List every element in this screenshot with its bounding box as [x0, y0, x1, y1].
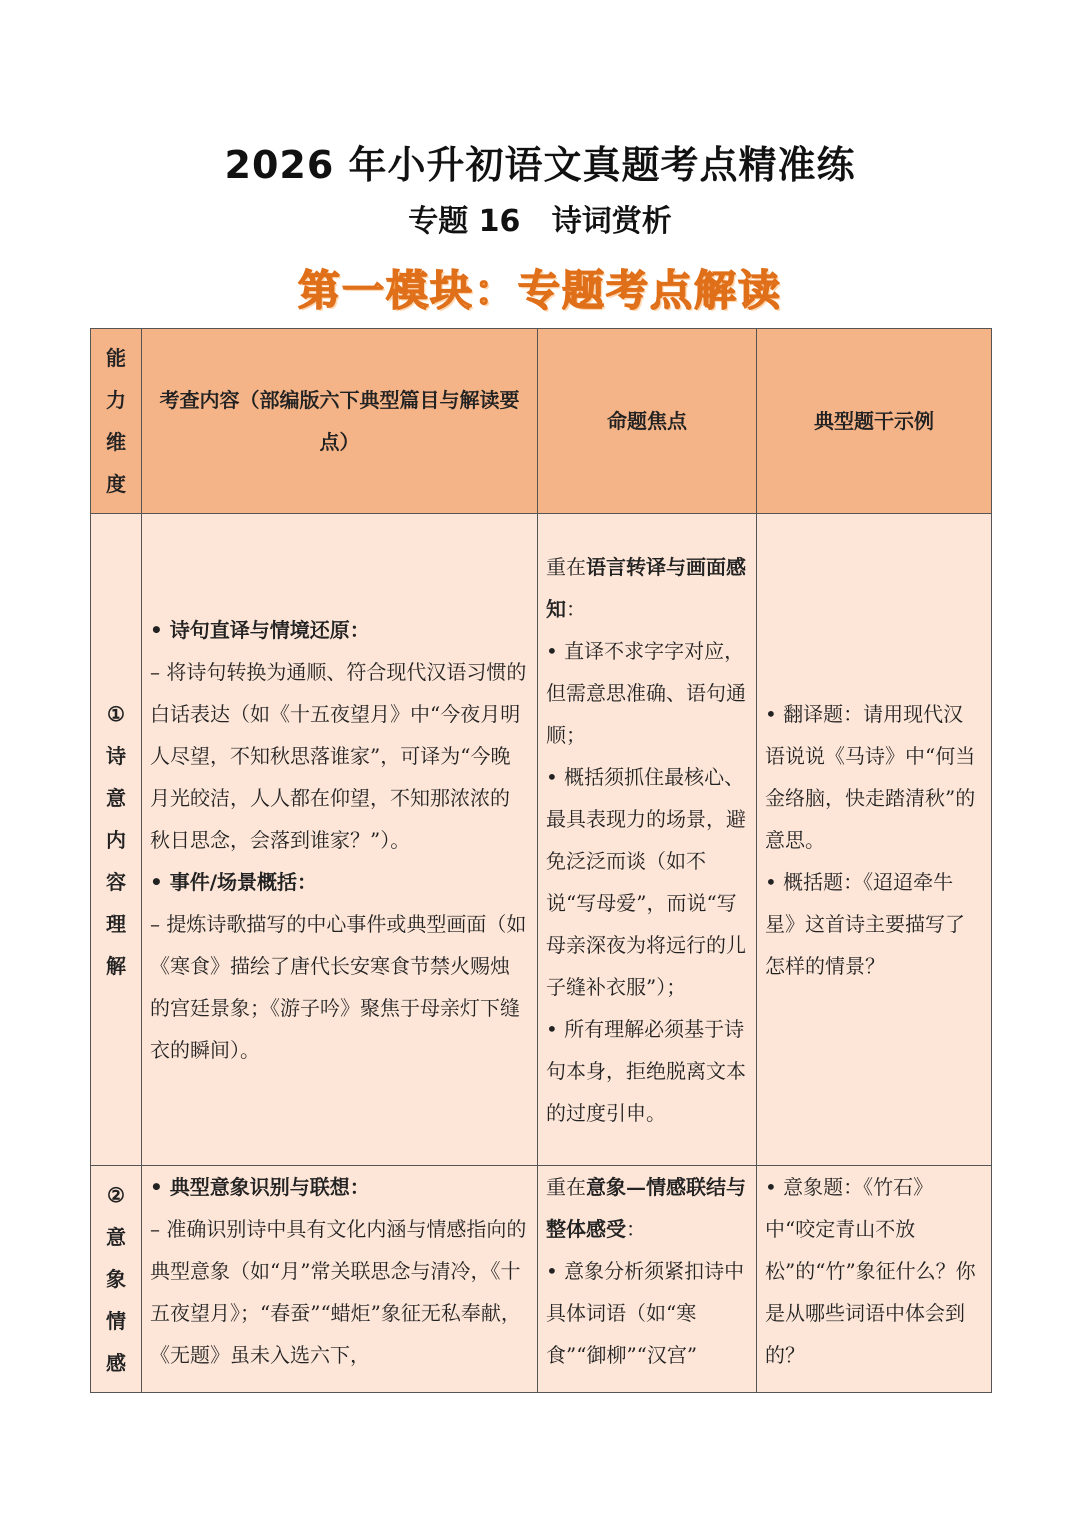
- header-focus: [538, 329, 757, 514]
- header-content-label: 考查内容（部编版六下典型篇目与解读要点）: [159, 388, 520, 454]
- header-content: [142, 329, 538, 514]
- dimension-char: 内: [106, 827, 126, 852]
- document-subtitle: 专题 16 诗词赏析: [408, 204, 672, 239]
- focus-lead: [546, 546, 748, 630]
- example-item: • 意象题：《竹石》中“咬定青山不放松”的“竹”象征什么？你是从哪些词语中体会到的？: [765, 1175, 976, 1367]
- dimension-char: 意: [106, 785, 126, 810]
- header-dimension: [91, 329, 142, 514]
- row1-example: [757, 514, 992, 1166]
- dimension-char: ①: [107, 701, 125, 726]
- header-dimension-char: 维: [106, 430, 126, 454]
- dimension-char: 象: [106, 1267, 126, 1291]
- focus-bullet: • 概括须抓住最核心、最具表现力的场景，避免泛泛而谈（如不说“写母爱”，而说“写母亲深夜为将远行的儿子缝补衣服”）；: [546, 764, 746, 999]
- example-item: • 概括题：《迢迢牵牛星》这首诗主要描写了怎样的情景？: [765, 869, 965, 978]
- focus-lead-end: ：: [566, 596, 586, 621]
- focus-lead-text: 重在: [546, 554, 586, 579]
- content-paragraph: – 提炼诗歌描写的中心事件或典型画面（如《寒食》描绘了唐代长安寒食节禁火赐烛的宫廷景象；《游子吟》聚焦于母亲灯下缝衣的瞬间）。: [150, 911, 527, 1062]
- table-header-row: [91, 329, 992, 514]
- content-subheading: • 典型意象识别与联想：: [150, 1175, 370, 1199]
- header-example: [757, 329, 992, 514]
- content-subheading: • 事件/场景概括：: [150, 869, 318, 894]
- focus-bullet: • 所有理解必须基于诗句本身，拒绝脱离文本的过度引申。: [546, 1016, 746, 1125]
- content-paragraph: – 将诗句转换为通顺、符合现代汉语习惯的白话表达（如《十五夜望月》中“今夜月明人尽望，不知秋思落谁家”，可译为“今晚月光皎洁，人人都在仰望，不知那浓浓的秋日思念，会落到谁家？”）。: [150, 659, 527, 852]
- focus-lead: [546, 1166, 748, 1250]
- content-paragraph: – 准确识别诗中具有文化内涵与情感指向的典型意象（如“月”常关联思念与清冷，《十五夜望月》；“春蚕”“蜡炬”象征无私奉献，《无题》虽未入选六下，: [150, 1217, 527, 1367]
- dimension-char: 情: [106, 1309, 126, 1333]
- header-example-label: 典型题干示例: [814, 409, 934, 433]
- table-row: [91, 1166, 992, 1393]
- header-dimension-char: 度: [106, 472, 126, 496]
- row1-focus: [538, 514, 757, 1166]
- row2-content: [142, 1166, 538, 1393]
- dimension-char: ②: [107, 1183, 125, 1207]
- dimension-char: 感: [106, 1351, 126, 1375]
- header-focus-label: 命题焦点: [607, 409, 687, 433]
- focus-lead-text: 重在: [546, 1175, 586, 1199]
- table-row: [91, 514, 992, 1166]
- dimension-char: 理: [106, 911, 126, 936]
- focus-bullet: • 直译不求字字对应，但需意思准确、语句通顺；: [546, 638, 746, 747]
- dimension-char: 意: [106, 1225, 126, 1249]
- row2-example: [757, 1166, 992, 1393]
- content-subheading: • 诗句直译与情境还原：: [150, 617, 370, 642]
- document-title: 2026 年小升初语文真题考点精准练: [224, 143, 856, 187]
- header-dimension-char: 能: [106, 346, 126, 370]
- row2-focus: [538, 1166, 757, 1393]
- focus-keyword: 意象—情感联结与整体感受: [546, 1175, 746, 1241]
- example-item: • 翻译题：请用现代汉语说说《马诗》中“何当金络脑，快走踏清秋”的意思。: [765, 701, 976, 852]
- dimension-char: 容: [106, 869, 126, 894]
- dimension-char: 解: [106, 953, 126, 978]
- dimension-char: 诗: [106, 743, 126, 768]
- focus-lead-end: ：: [626, 1217, 646, 1241]
- header-dimension-char: 力: [106, 388, 126, 412]
- exam-points-table: [90, 328, 992, 1393]
- row1-content: [142, 514, 538, 1166]
- focus-bullet: • 意象分析须紧扣诗中具体词语（如“寒食”“御柳”“汉宫”: [546, 1259, 745, 1367]
- focus-keyword: 语言转译与画面感知: [546, 554, 746, 621]
- module-heading: 第一模块：专题考点解读: [297, 266, 782, 315]
- row1-dimension: [91, 514, 142, 1166]
- row2-dimension: [91, 1166, 142, 1393]
